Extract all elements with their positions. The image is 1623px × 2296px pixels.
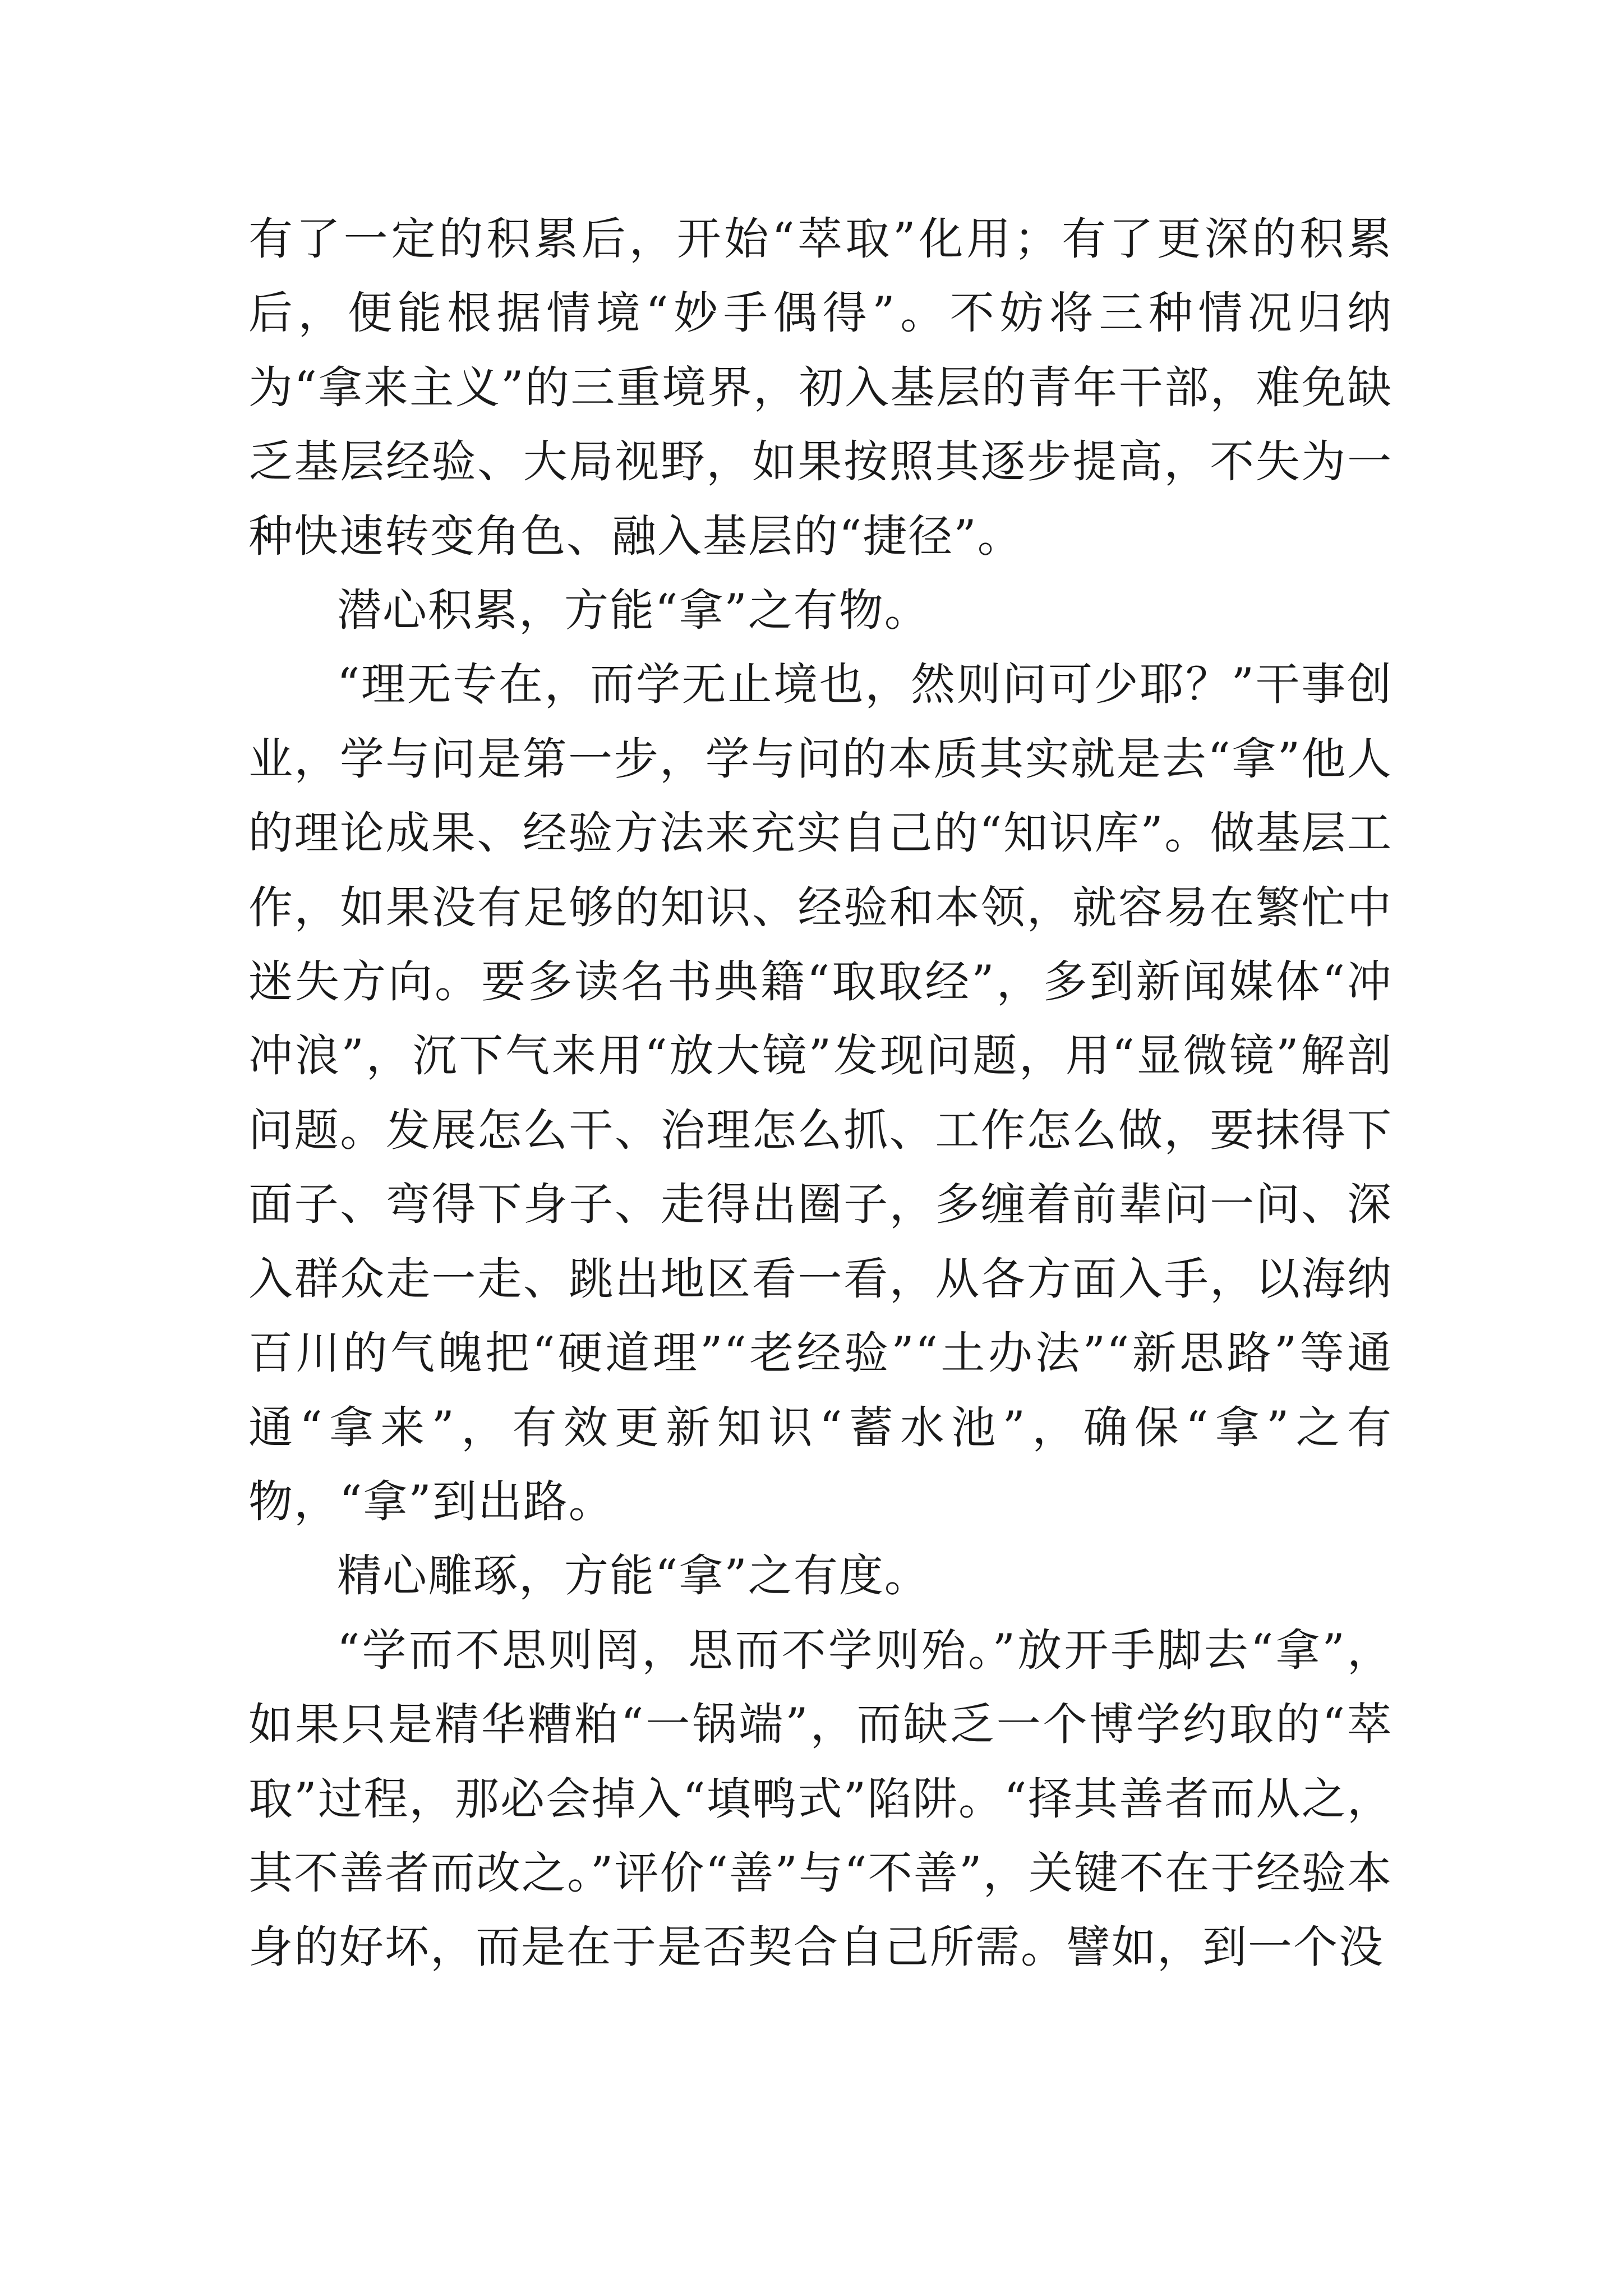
paragraph-accumulate: “理无专在，而学无止境也，然则问可少耶？”干事创业，学与问是第一步，学与问的本质其实就是去“拿”他人的理论成果、经验方法来充实自己的“知识库”。做基层工作，如果没有足够的知识、经验和本领，就容易在繁忙中迷失方向。要多读名书典籍“取取经”，多到新闻媒体“冲冲浪”，沉下气来用“放大镜”发现问题，用“显微镜”解剖问题。发展怎么干、治理怎么抓、工作怎么做，要抹得下面子、弯得下身子、走得出圈子，多缠着前辈问一问、深入群众走一走、跳出地区看一看，从各方面入手，以海纳百川的气魄把“硬道理”“老经验”“土办法”“新思路”等通通“拿来”，有效更新知识“蓄水池”，确保“拿”之有物，“拿”到出路。 — [248, 659, 1393, 1527]
section-heading-refine: 精心雕琢，方能“拿”之有度。 — [337, 1550, 930, 1602]
paragraph-continued: 有了一定的积累后，开始“萃取”化用；有了更深的积累后，便能根据情境“妙手偶得”。不妨将三种情况归纳为“拿来主义”的三重境界，初入基层的青年干部，难免缺乏基层经验、大局视野，如果按照其逐步提高，不失为一种快速转变角色、融入基层的“捷径”。 — [248, 213, 1393, 562]
body-text — [248, 202, 1393, 1985]
section-heading-accumulate: 潜心积累，方能“拿”之有物。 — [337, 585, 930, 637]
paragraph-refine: “学而不思则罔，思而不学则殆。”放开手脚去“拿”，如果只是精华糟粕“一锅端”，而缺乏一个博学约取的“萃取”过程，那必会掉入“填鸭式”陷阱。“择其善者而从之，其不善者而改之。”评价“善”与“不善”，关键不在于经验本身的好坏，而是在于是否契合自己所需。譬如，到一个没 — [248, 1624, 1393, 1973]
